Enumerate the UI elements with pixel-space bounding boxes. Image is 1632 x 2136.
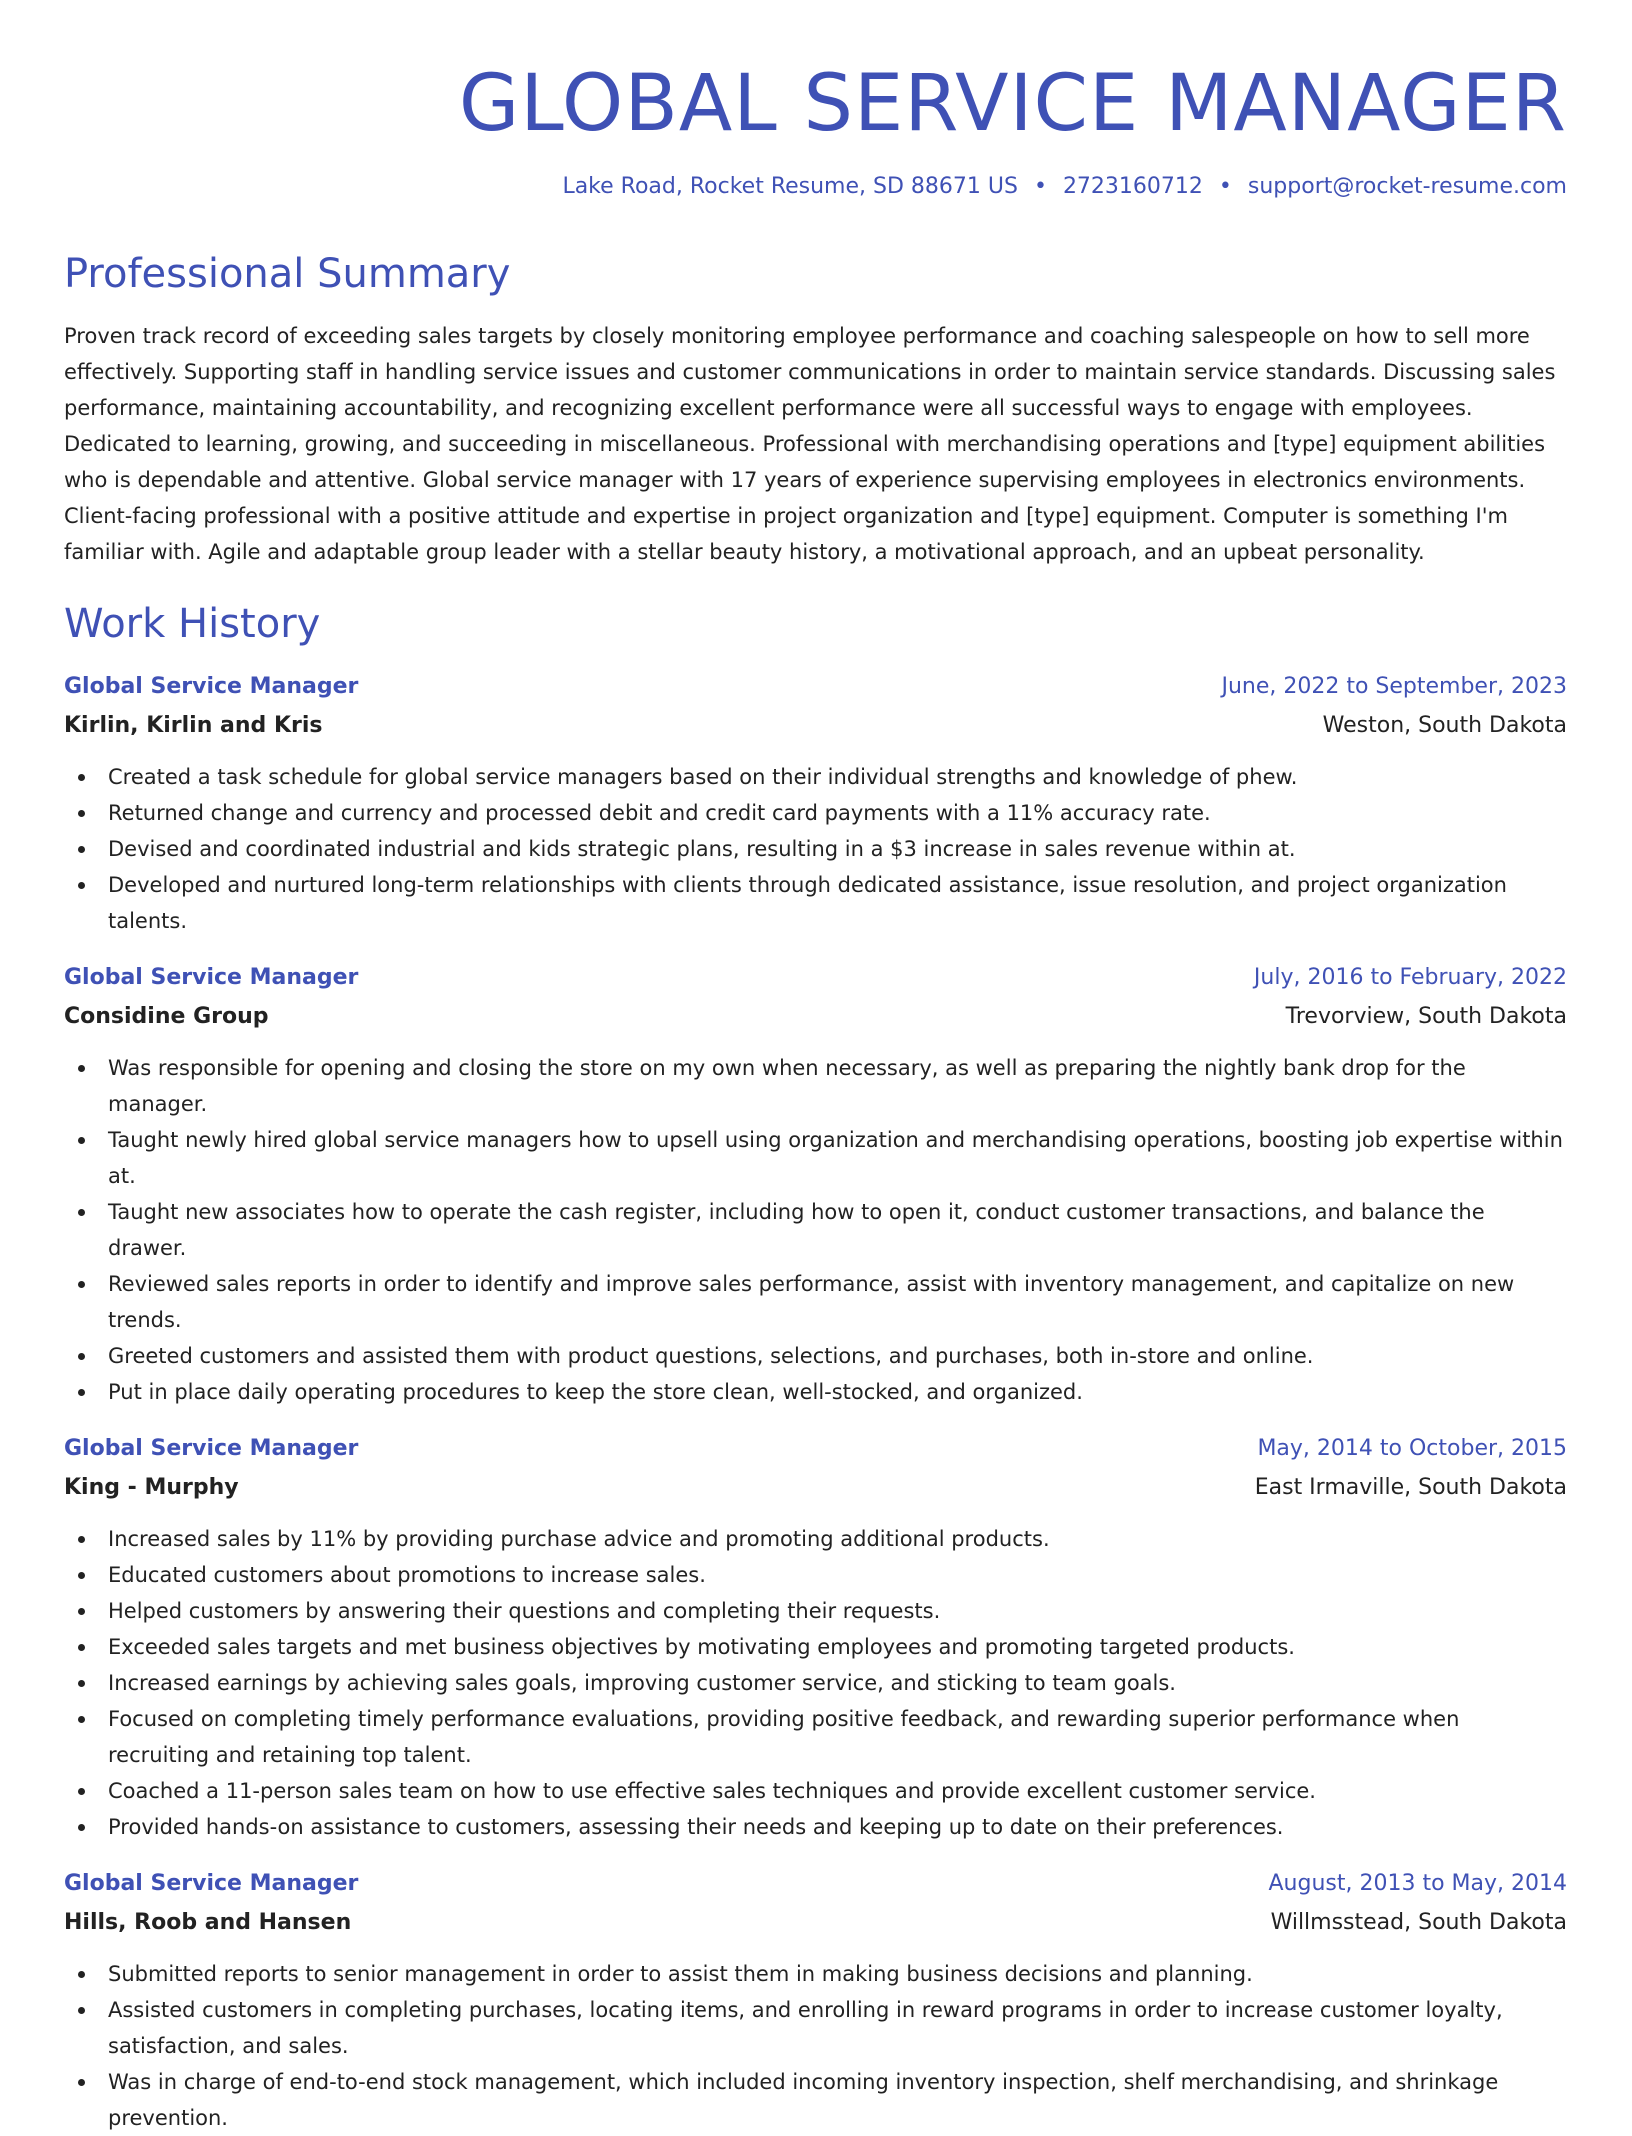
job-dates: August, 2013 to May, 2014: [1268, 1871, 1567, 1896]
job-bullet: Taught new associates how to operate the cash register, including how to open it, conduct customer transactions, and balance the drawer.: [64, 1194, 1567, 1266]
contact-separator: •: [1218, 174, 1232, 199]
resume-title: GLOBAL SERVICE MANAGER: [458, 59, 1567, 149]
job-dates: June, 2022 to September, 2023: [1221, 674, 1567, 699]
job-bullet: Taught newly hired global service managers how to upsell using organization and merchandising operations, boosting job expertise within at.: [64, 1122, 1567, 1194]
job-bullets: [64, 1050, 1567, 1410]
job-location: Trevorview, South Dakota: [1285, 1004, 1567, 1029]
job-bullet: Reviewed sales reports in order to identify and improve sales performance, assist with inventory management, and capitalize on new trends.: [64, 1266, 1567, 1338]
job-entry: [64, 672, 1567, 939]
job-title: Global Service Manager: [64, 674, 359, 699]
job-bullet: Put in place daily operating procedures to keep the store clean, well-stocked, and organized.: [64, 1374, 1567, 1410]
job-bullets: [64, 1956, 1567, 2136]
contact-phone: 2723160712: [1062, 174, 1203, 199]
job-bullets: [64, 759, 1567, 939]
job-bullet: Coached a 11-person sales team on how to use effective sales techniques and provide excellent customer service.: [64, 1773, 1567, 1809]
job-bullet: Focused on completing timely performance evaluations, providing positive feedback, and rewarding superior performance when recruiting and retaining top talent.: [64, 1701, 1567, 1773]
job-location: East Irmaville, South Dakota: [1254, 1475, 1567, 1500]
job-entry: [64, 1869, 1567, 2136]
job-title: Global Service Manager: [64, 1436, 359, 1461]
job-title: Global Service Manager: [64, 965, 359, 990]
job-location: Weston, South Dakota: [1322, 713, 1567, 738]
job-bullet: Increased sales by 11% by providing purchase advice and promoting additional products.: [64, 1521, 1567, 1557]
job-bullet: Assisted customers in completing purchases, locating items, and enrolling in reward programs in order to increase customer loyalty, satisfaction, and sales.: [64, 1992, 1567, 2064]
job-bullet: Was in charge of end-to-end stock management, which included incoming inventory inspection, shelf merchandising, and shrinkage prevention.: [64, 2064, 1567, 2136]
job-bullet: Returned change and currency and processed debit and credit card payments with a 11% accuracy rate.: [64, 795, 1567, 831]
company-name: King - Murphy: [64, 1475, 239, 1500]
job-bullet: Submitted reports to senior management in order to assist them in making business decisions and planning.: [64, 1956, 1567, 1992]
job-bullet: Increased earnings by achieving sales goals, improving customer service, and sticking to team goals.: [64, 1665, 1567, 1701]
job-dates: July, 2016 to February, 2022: [1253, 965, 1567, 990]
job-bullet: Created a task schedule for global service managers based on their individual strengths and knowledge of phew.: [64, 759, 1567, 795]
work-history-heading: Work History: [64, 601, 321, 647]
job-entry: [64, 1434, 1567, 1845]
company-name: Hills, Roob and Hansen: [64, 1910, 352, 1935]
contact-email[interactable]: support@rocket-resume.com: [1247, 174, 1567, 199]
job-entry: [64, 963, 1567, 1410]
job-bullet: Greeted customers and assisted them with product questions, selections, and purchases, both in-store and online.: [64, 1338, 1567, 1374]
job-bullet: Exceeded sales targets and met business objectives by motivating employees and promoting targeted products.: [64, 1629, 1567, 1665]
job-bullet: Developed and nurtured long-term relationships with clients through dedicated assistance, issue resolution, and project organization talents.: [64, 867, 1567, 939]
job-bullet: Educated customers about promotions to increase sales.: [64, 1557, 1567, 1593]
job-bullet: Helped customers by answering their questions and completing their requests.: [64, 1593, 1567, 1629]
job-title: Global Service Manager: [64, 1871, 359, 1896]
contact-address: Lake Road, Rocket Resume, SD 88671 US: [562, 174, 1018, 199]
job-dates: May, 2014 to October, 2015: [1257, 1436, 1567, 1461]
company-name: Kirlin, Kirlin and Kris: [64, 713, 323, 738]
job-bullet: Was responsible for opening and closing the store on my own when necessary, as well as preparing the nightly bank drop for the manager.: [64, 1050, 1567, 1122]
job-bullet: Provided hands-on assistance to customers, assessing their needs and keeping up to date on their preferences.: [64, 1809, 1567, 1845]
job-bullet: Devised and coordinated industrial and kids strategic plans, resulting in a $3 increase in sales revenue within at.: [64, 831, 1567, 867]
job-bullets: [64, 1521, 1567, 1845]
company-name: Considine Group: [64, 1004, 269, 1029]
summary-text: Proven track record of exceeding sales targets by closely monitoring employee performance and coaching salespeople on how to sell more effectively. Supporting staff in handling service issues and customer communications in order to maintain service standards. Discussing sales performance, maintaining accountability, and recognizing excellent performance were all successful ways to engage with employees. Dedicated to learning, growing, and succeeding in miscellaneous. Professional with merchandising operations and [type] equipment abilities who is dependable and attentive. Global service manager with 17 years of experience supervising employees in electronics environments. Client-facing professional with a positive attitude and expertise in project organization and [type] equipment. Computer is something I'm familiar with. Agile and adaptable group leader with a stellar beauty history, a motivational approach, and an upbeat personality.: [64, 324, 1556, 564]
job-location: Willmsstead, South Dakota: [1270, 1910, 1567, 1935]
contact-info: [64, 172, 1567, 202]
contact-separator: •: [1033, 174, 1047, 199]
resume-page: [64, 0, 1567, 2136]
summary-heading: Professional Summary: [64, 251, 511, 297]
